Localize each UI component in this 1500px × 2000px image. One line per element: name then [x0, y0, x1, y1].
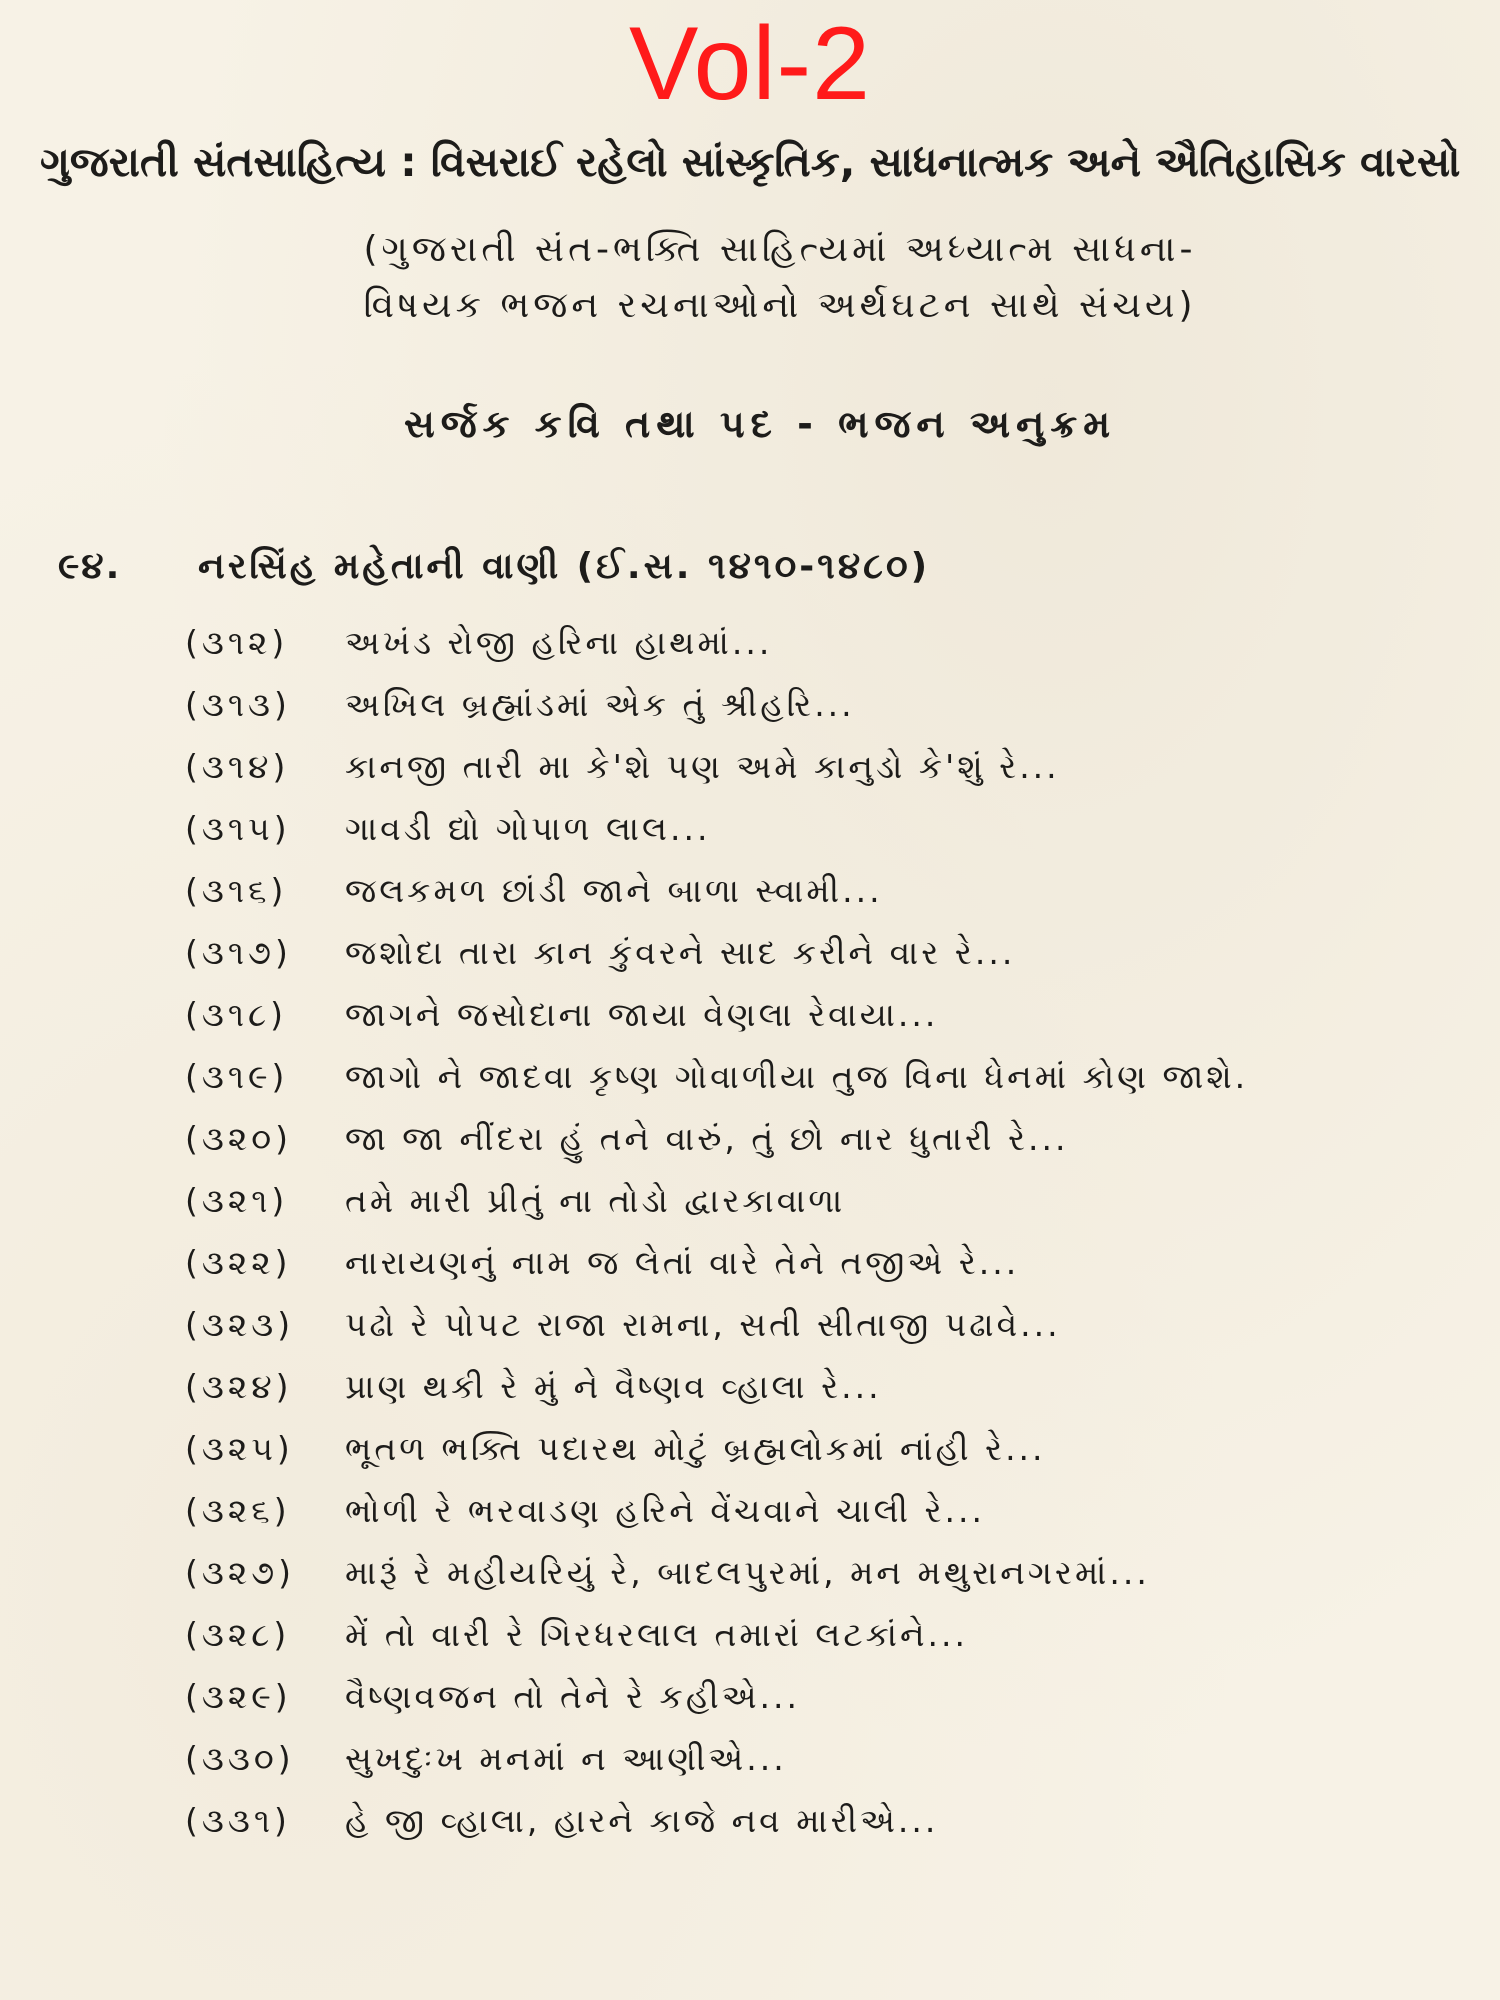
entry-number: (૩૧૬) [185, 871, 288, 910]
list-item [185, 922, 1465, 984]
list-item [185, 1480, 1465, 1542]
volume-label: Vol-2 [628, 6, 872, 122]
entry-title: ભૂતળ ભક્તિ પદારથ મોટું બ્રહ્મલોકમાં નાંહી રે... [345, 1429, 1046, 1468]
entry-number: (૩૨૬) [185, 1491, 291, 1530]
entry-title: વૈષ્ણવજન તો તેને રે કહીએ... [345, 1677, 801, 1716]
list-item [185, 1232, 1465, 1294]
subtitle-line-1: (ગુજરાતી સંત-ભક્તિ સાહિત્યમાં અધ્યાત્મ સાધના- [363, 229, 1197, 270]
entry-title: નારાયણનું નામ જ લેતાં વારે તેને તજીએ રે... [345, 1243, 1020, 1282]
entry-number: (૩૧૯) [185, 1057, 289, 1096]
poet-name: નરસિંહ મહેતાની વાણી (ઈ.સ. ૧૪૧૦-૧૪૮૦) [198, 546, 931, 587]
book-title: ગુજરાતી સંતસાહિત્ય : વિસરાઈ રહેલો સાંસ્કૃતિક, સાધનાત્મક અને ઐતિહાસિક વારસો [40, 138, 1461, 186]
entry-title: જશોદા તારા કાન કુંવરને સાદ કરીને વાર રે... [345, 933, 1016, 972]
entry-number: (૩૩૧) [185, 1801, 291, 1840]
entry-title: સુખદુઃખ મનમાં ન આણીએ... [345, 1739, 787, 1778]
entry-number: (૩૨૭) [185, 1553, 296, 1592]
entry-number: (૩૧૮) [185, 995, 288, 1034]
entry-number: (૩૧૨) [185, 623, 289, 662]
list-item [185, 612, 1465, 674]
list-item [185, 1294, 1465, 1356]
entry-number: (૩૨૧) [185, 1181, 289, 1220]
entry-title: તમે મારી પ્રીતું ના તોડો દ્વારકાવાળા [345, 1181, 846, 1220]
entry-number: (૩૧૩) [185, 685, 291, 724]
list-item [185, 1356, 1465, 1418]
list-item [185, 1728, 1465, 1790]
entry-title: ગાવડી દ્યો ગોપાળ લાલ... [345, 809, 711, 848]
entry-number: (૩૨૪) [185, 1367, 293, 1406]
entry-number: (૩૧૫) [185, 809, 291, 848]
entry-number: (૩૨૦) [185, 1119, 292, 1158]
entry-title: મારૂં રે મહીયરિયું રે, બાદલપુરમાં, મન મથુરાનગરમાં... [345, 1553, 1150, 1592]
entry-title: અખંડ રોજી હરિના હાથમાં... [345, 623, 773, 662]
entry-title: જાગો ને જાદવા કૃષ્ણ ગોવાળીયા તુજ વિના ધેનમાં કોણ જાશે. [345, 1057, 1249, 1096]
entry-title: કાનજી તારી મા કે'શે પણ અમે કાનુડો કે'શું રે... [345, 747, 1060, 786]
section-heading: સર્જક કવિ તથા પદ - ભજન અનુક્રમ [403, 402, 1117, 446]
list-item [185, 1604, 1465, 1666]
entry-number: (૩૧૭) [185, 933, 292, 972]
list-item [185, 1418, 1465, 1480]
entry-title: ભોળી રે ભરવાડણ હરિને વેંચવાને ચાલી રે... [345, 1491, 985, 1530]
entry-number: (૩૨૮) [185, 1615, 291, 1654]
list-item [185, 1542, 1465, 1604]
entry-number: (૩૨૨) [185, 1243, 292, 1282]
entry-number: (૩૨૯) [185, 1677, 292, 1716]
poet-number: ૯૪. [58, 546, 122, 587]
subtitle-line-2: વિષયક ભજન રચનાઓનો અર્થઘટન સાથે સંચય) [363, 285, 1197, 326]
entry-title: પ્રાણ થકી રે મું ને વૈષ્ણવ વ્હાલા રે... [345, 1367, 882, 1406]
bhajan-index-list [185, 612, 1465, 1852]
entry-title: મેં તો વારી રે ગિરધરલાલ તમારાં લટકાંને... [345, 1615, 969, 1654]
entry-title: પઢો રે પોપટ રાજા રામના, સતી સીતાજી પઢાવે... [345, 1305, 1061, 1344]
list-item [185, 1108, 1465, 1170]
list-item [185, 1790, 1465, 1852]
entry-number: (૩૨૫) [185, 1429, 294, 1468]
list-item [185, 860, 1465, 922]
entry-number: (૩૨૩) [185, 1305, 295, 1344]
list-item [185, 798, 1465, 860]
list-item [185, 1046, 1465, 1108]
list-item [185, 984, 1465, 1046]
list-item [185, 736, 1465, 798]
list-item [185, 674, 1465, 736]
entry-number: (૩૧૪) [185, 747, 290, 786]
list-item [185, 1170, 1465, 1232]
list-item [185, 1666, 1465, 1728]
entry-number: (૩૩૦) [185, 1739, 295, 1778]
entry-title: હે જી વ્હાલા, હારને કાજે નવ મારીએ... [345, 1801, 939, 1840]
entry-title: જાગને જસોદાના જાયા વેણલા રેવાયા... [345, 995, 939, 1034]
book-subtitle [160, 222, 1400, 334]
entry-title: જલકમળ છાંડી જાને બાળા સ્વામી... [345, 871, 883, 910]
entry-title: અખિલ બ્રહ્માંડમાં એક તું શ્રીહરિ... [345, 685, 855, 724]
poet-heading [58, 540, 1458, 594]
entry-title: જા જા નીંદરા હું તને વારું, તું છો નાર ધુતારી રે... [345, 1119, 1069, 1158]
